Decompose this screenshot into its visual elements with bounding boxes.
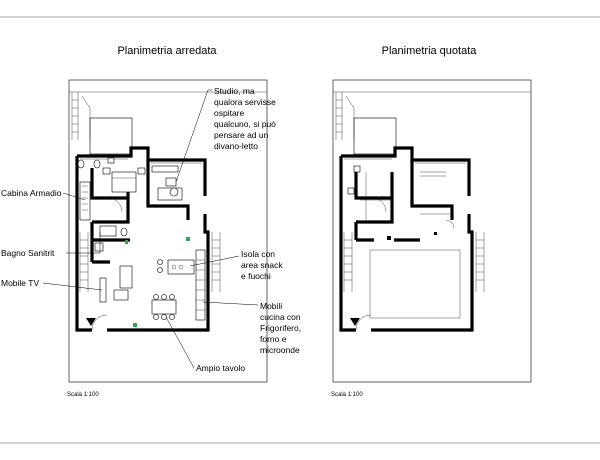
- dimensioned-plan: [333, 80, 531, 382]
- mobili-note-line-3: Frigorifero,: [260, 323, 302, 333]
- annotation-mobili-cucina: [203, 301, 303, 355]
- kitchen-cabinets: [196, 250, 205, 320]
- svg-text:Studio, ma qualora servi: [214, 86, 278, 151]
- mobile-tv-label: Mobile TV: [1, 278, 40, 288]
- studio-desk: [158, 188, 182, 200]
- svg-text:Mobili cucina con: [260, 301, 303, 355]
- plan-title-right: Planimetria quotata: [381, 45, 477, 57]
- annotation-studio: [176, 86, 278, 182]
- isola-note-line-2: area snack: [241, 260, 283, 270]
- mobili-note-line-2: cucina con: [260, 312, 301, 322]
- annotation-ampio-tavolo: [166, 317, 245, 373]
- isola-note-line-3: e fuochi: [241, 271, 271, 281]
- studio-note-line-5: pensare ad un: [214, 130, 269, 140]
- ampio-tavolo-label: Ampio tavolo: [196, 363, 246, 373]
- mobili-note-line-4: forno e: [260, 334, 287, 344]
- studio-note-line-1: Studio, ma: [214, 86, 255, 96]
- annotation-mobile-tv: [1, 278, 102, 290]
- studio-note-line-6: divano-letto: [214, 141, 258, 151]
- dimensioned-plan-outline: [333, 80, 531, 382]
- studio-note-line-3: ospitare: [214, 108, 245, 118]
- bagno-sanitrit-label: Bagno Sanitrit: [1, 248, 55, 258]
- interior-staircase: [80, 232, 88, 292]
- annotation-cabina-armadio: [1, 188, 85, 200]
- living-area-outline: [370, 250, 460, 318]
- mobili-note-line-5: microonde: [260, 345, 300, 355]
- isola-note-line-1: Isola con: [241, 249, 276, 259]
- cabina-armadio-label: Cabina Armadio: [1, 188, 62, 198]
- svg-text:Isola con area snack: [241, 249, 285, 281]
- scale-label-left: Scala 1:100: [67, 392, 99, 398]
- studio-note-line-4: qualcuno, si può: [214, 119, 276, 129]
- mobili-note-line-1: Mobili: [260, 301, 283, 311]
- studio-note-line-2: qualora servisse: [214, 97, 276, 107]
- scale-label-right: Scala 1:100: [331, 392, 363, 398]
- dining-table: [152, 300, 176, 314]
- double-bed: [112, 172, 136, 192]
- sofa: [120, 266, 132, 288]
- annotation-bagno-sanitrit: [1, 232, 100, 258]
- plan-title-left: Planimetria arredata: [117, 45, 217, 57]
